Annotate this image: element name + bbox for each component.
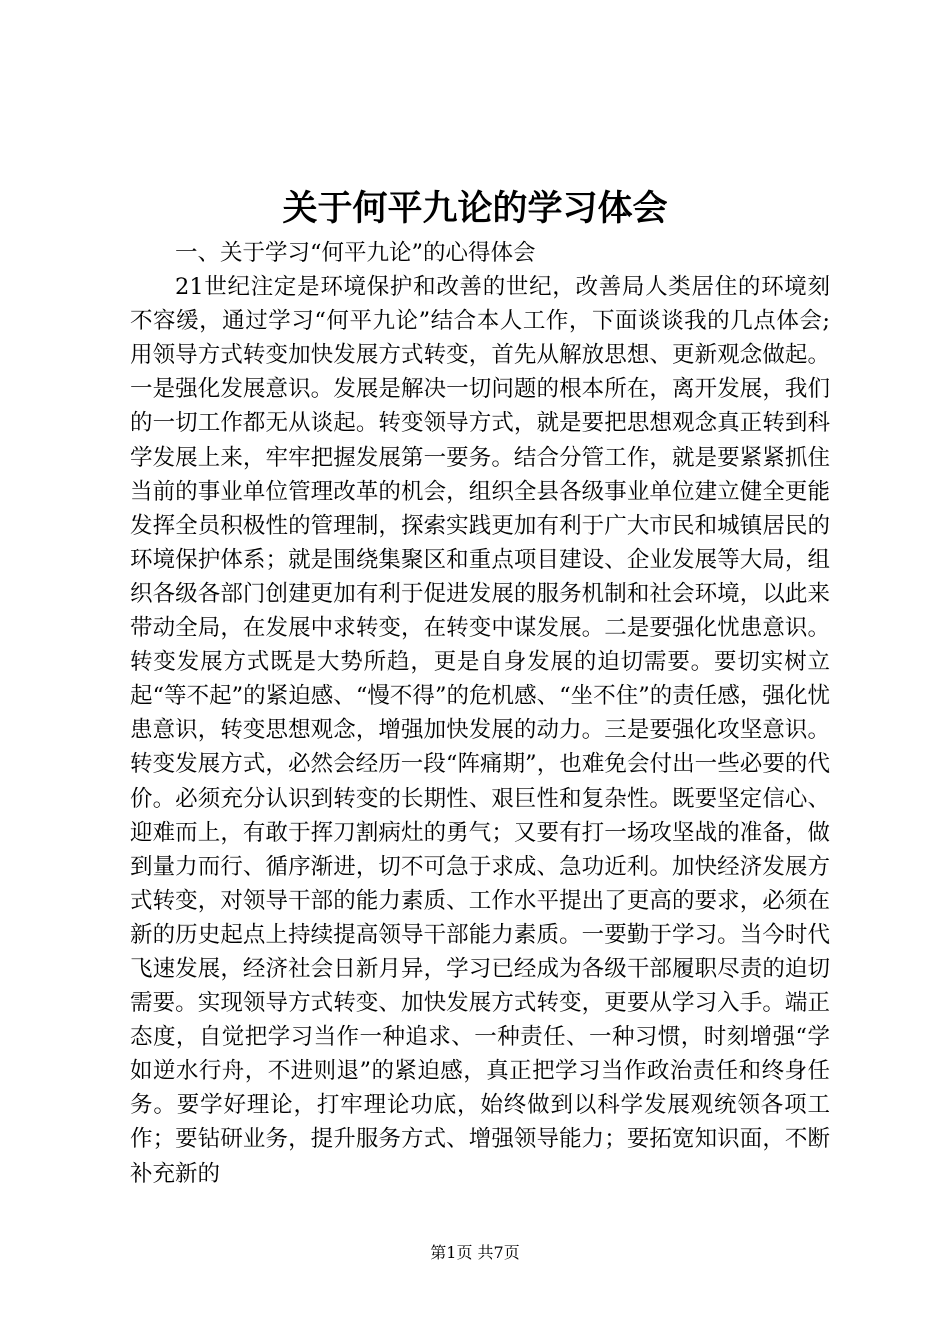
body-paragraph: 21世纪注定是环境保护和改善的世纪，改善局人类居住的环境刻不容缓，通过学习“何平九论”结合本人工作，下面谈谈我的几点体会;用领导方式转变加快发展方式转变，首先从解放思想、更新观念做起。一是强化发展意识。发展是解决一切问题的根本所在，离开发展，我们的一切工作都无从谈起。转变领导方式，就是要把思想观念真正转到科学发展上来，牢牢把握发展第一要务。结合分管工作，就是要紧紧抓住当前的事业单位管理改革的机会，组织全县各级事业单位建立健全更能发挥全员积极性的管理制，探索实践更加有利于广大市民和城镇居民的环境保护体系；就是围绕集聚区和重点项目建设、企业发展等大局，组织各级各部门创建更加有利于促进发展的服务机制和社会环境，以此来带动全局，在发展中求转变，在转变中谋发展。二是要强化忧患意识。转变发展方式既是大势所趋，更是自身发展的迫切需要。要切实树立起“等不起”的紧迫感、“慢不得”的危机感、“坐不住”的责任感，强化忧患意识，转变思想观念，增强加快发展的动力。三是要强化攻坚意识。转变发展方式，必然会经历一段“阵痛期”，也难免会付出一些必要的代价。必须充分认识到转变的长期性、艰巨性和复杂性。既要坚定信心、迎难而上，有敢于挥刀割病灶的勇气；又要有打一场攻坚战的准备，做到量力而行、循序渐进，切不可急于求成、急功近利。加快经济发展方式转变，对领导干部的能力素质、工作水平提出了更高的要求，必须在新的历史起点上持续提高领导干部能力素质。一要勤于学习。当今时代飞速发展，经济社会日新月异，学习已经成为各级干部履职尽责的迫切需要。实现领导方式转变、加快发展方式转变，更要从学习入手。端正态度，自觉把学习当作一种追求、一种责任、一种习惯，时刻增强“学如逆水行舟，不进则退”的紧迫感，真正把学习当作政治责任和终身任务。要学好理论，打牢理论功底，始终做到以科学发展观统领各项工作；要钻研业务，提升服务方式、增强领导能力；要拓宽知识面，不断补充新的 bbox=[130, 274, 830, 1187]
document-title: 关于何平九论的学习体会 bbox=[282, 188, 668, 229]
section-heading: 一、关于学习“何平九论”的心得体会 bbox=[175, 240, 536, 266]
page-footer: 第1页 共7页 bbox=[430, 1243, 520, 1262]
document-body bbox=[130, 236, 830, 1191]
